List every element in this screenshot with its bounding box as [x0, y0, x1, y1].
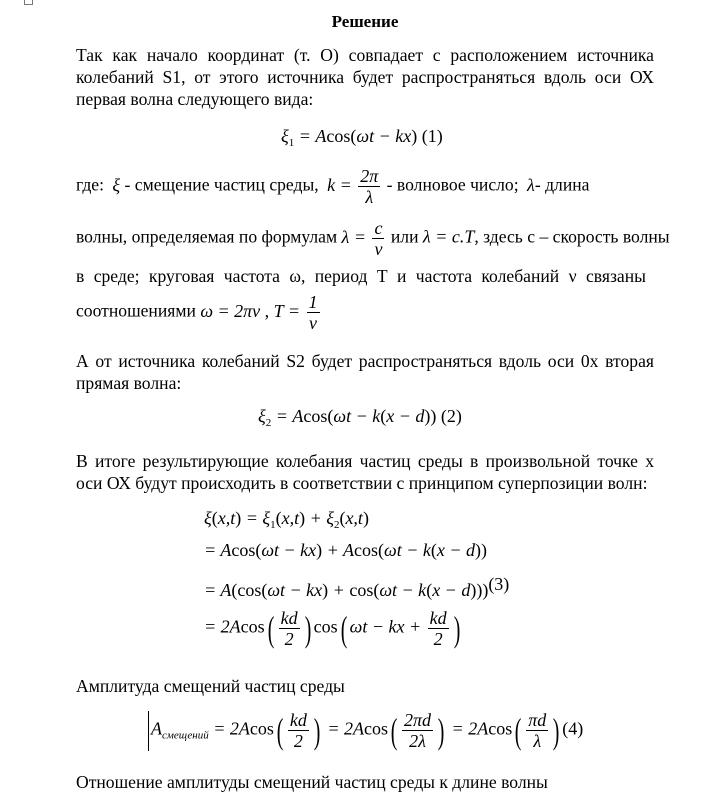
- equation-3-line1: $\xi(x,t) = \xi_1(x,t) + \xi_2(x,t)$: [204, 508, 369, 531]
- equation-3-line3: = A(cos(ωt − kx) + cos(ωt − k(x − d)))(3): [204, 574, 510, 600]
- section-title: Решение: [331, 12, 399, 31]
- paragraph-intro: Так как начало координат (т. О) совпадает с расположением источника колебаний S1, от этого источника будет распространяться вдоль оси ОХ первая волна следующего вида:: [76, 45, 654, 109]
- paragraph-second-wave: А от источника колебаний S2 будет распространяться вдоль оси 0х вторая прямая волна:: [76, 351, 654, 393]
- page-corner-mark: [24, 0, 33, 5]
- equation-3-line2: = Acos(ωt − kx) + Acos(ωt − k(x − d)): [204, 540, 487, 560]
- equation-4: $A_{смещений} = 2Acos$( $\frac{kd}{2}$ ) = 2Acos( $\frac{2\pi d}{2\lambda}$ ) = 2Acos( $\frac{\pi d}{\lambda}$ ) (4): [148, 710, 583, 751]
- paragraph-amplitude: Амплитуда смещений частиц среды: [76, 676, 345, 696]
- paragraph-definitions-line2: волны, определяемая по формулам λ = $\frac{c}{\nu}$ или λ = c.T, здесь с – скорость волны: [76, 218, 670, 259]
- equation-3-line4: = 2Acos( $\frac{kd}{2}$ ) cos( ωt − kx + $\frac{kd}{2}$ ): [204, 608, 460, 649]
- equation-2: $\xi_2 = Acos(\omega t - k(x - d))$ (2): [258, 406, 462, 429]
- paragraph-ratio: Отношение амплитуды смещений частиц среды к длине волны: [76, 772, 548, 792]
- paragraph-definitions-line3: в среде; круговая частота ω, период Т и частота колебаний ν связаны: [76, 266, 646, 286]
- document-page: [76, 0, 670, 792]
- equation-1: $\xi_1 = Acos(\omega t - kx)$ (1): [281, 126, 443, 149]
- paragraph-definitions-line4: соотношениями ω = 2πν , T = $\frac{1}{\nu}$: [76, 292, 318, 333]
- paragraph-superposition: В итоге результирующие колебания частиц среды в произвольной точке х оси ОХ будут происходить в соответствии с принципом суперпозиции волн:: [76, 451, 654, 493]
- paragraph-definitions-line1: где: ξ - смещение частиц среды, k = $\frac{2\pi}{\lambda}$ - волновое число; λ- длина: [76, 166, 590, 207]
